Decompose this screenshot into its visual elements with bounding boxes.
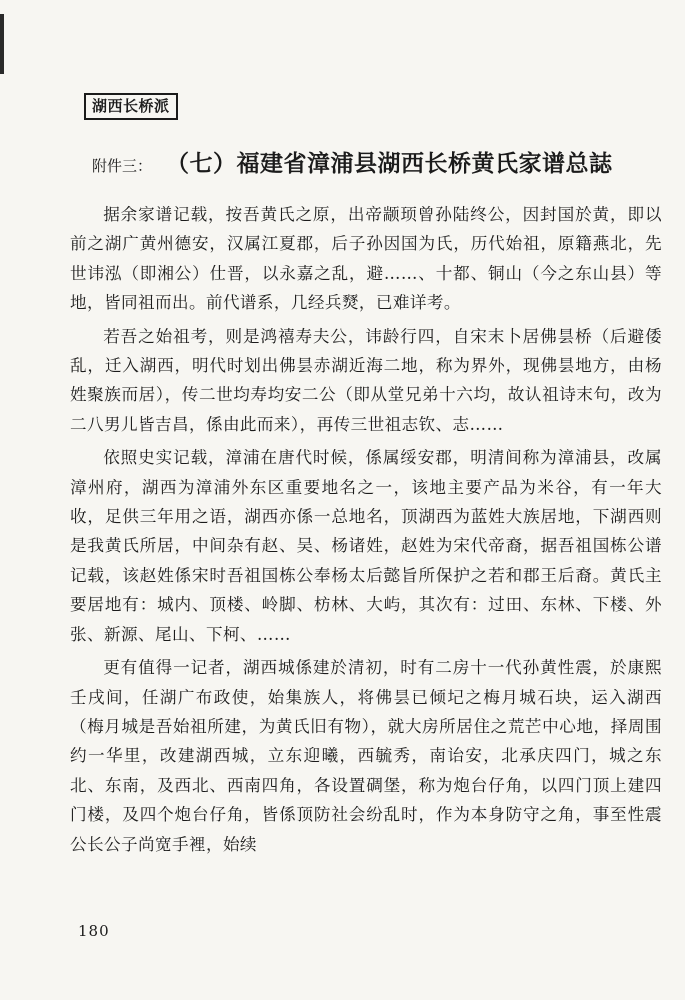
attachment-label: 附件三： <box>92 157 153 175</box>
paragraph-history: 依照史实记载，漳浦在唐代时候，係属绥安郡，明清间称为漳浦县，改属漳州府，湖西为漳浦外东区重要地名之一，该地主要产品为米谷，有一年大收，足供三年用之语，湖西亦係一总地名，顶湖西为蓝姓大族居地，下湖西则是我黄氏所居，中间杂有赵、吴、杨诸姓，赵姓为宋代帝裔，据吾祖国栋公谱记载，该赵姓係宋时吾祖国栋公奉杨太后懿旨所保护之若和郡王后裔。黄氏主要居地有：城内、顶楼、岭脚、枋林、大屿，其次有：过田、东林、下楼、外张、新源、尾山、下柯、…… <box>70 448 662 644</box>
scan-edge-mark <box>0 14 4 74</box>
title-text: （七）福建省漳浦县湖西长桥黄氏家谱总誌 <box>166 151 613 177</box>
section-tag: 湖西长桥派 <box>84 93 178 120</box>
paragraph-first-ancestor: 若吾之始祖考，则是鸿禧寿夫公，讳龄行四，自宋末卜居佛昙桥（后避倭乱，迁入湖西，明代时划出佛昙赤湖近海二地，称为界外，现佛昙地方，由杨姓聚族而居），传二世均寿均安二公（即从堂兄弟十六均，故认祖诗末句，改为二八男儿皆吉昌，係由此而来），再传三世祖志钦、志…… <box>70 326 662 434</box>
paragraph-huxi-city: 更有值得一记者，湖西城係建於清初，时有二房十一代孙黄性震，於康熙壬戌间，任湖广布政使，始集族人，将佛昙已倾圮之梅月城石块，运入湖西（梅月城是吾始祖所建，为黄氏旧有物），就大房所居住之荒芒中心地，择周围约一华里，改建湖西城，立东迎曦，西毓秀，南诒安，北承庆四门，城之东北、东南，及西北、西南四角，各设置碉堡，称为炮台仔角，以四门顶上建四门楼，及四个炮台仔角，皆係顶防社会纷乱时，作为本身防守之角，事至性震公长公子尚宽手裡，始续 <box>70 658 662 854</box>
page-number: 180 <box>78 922 110 940</box>
paragraph-origin: 据余家谱记载，按吾黄氏之原，出帝颛顼曾孙陆终公，因封国於黄，即以前之湖广黄州德安，汉属江夏郡，后子孙因国为氏，历代始祖，原籍燕北，先世讳泓（即湘公）仕晋，以永嘉之乱，避……、十都、铜山（今之东山县）等地，皆同祖而出。前代谱系，几经兵燹，已难详考。 <box>70 205 662 313</box>
document-title <box>92 145 652 179</box>
document-body <box>70 200 662 863</box>
